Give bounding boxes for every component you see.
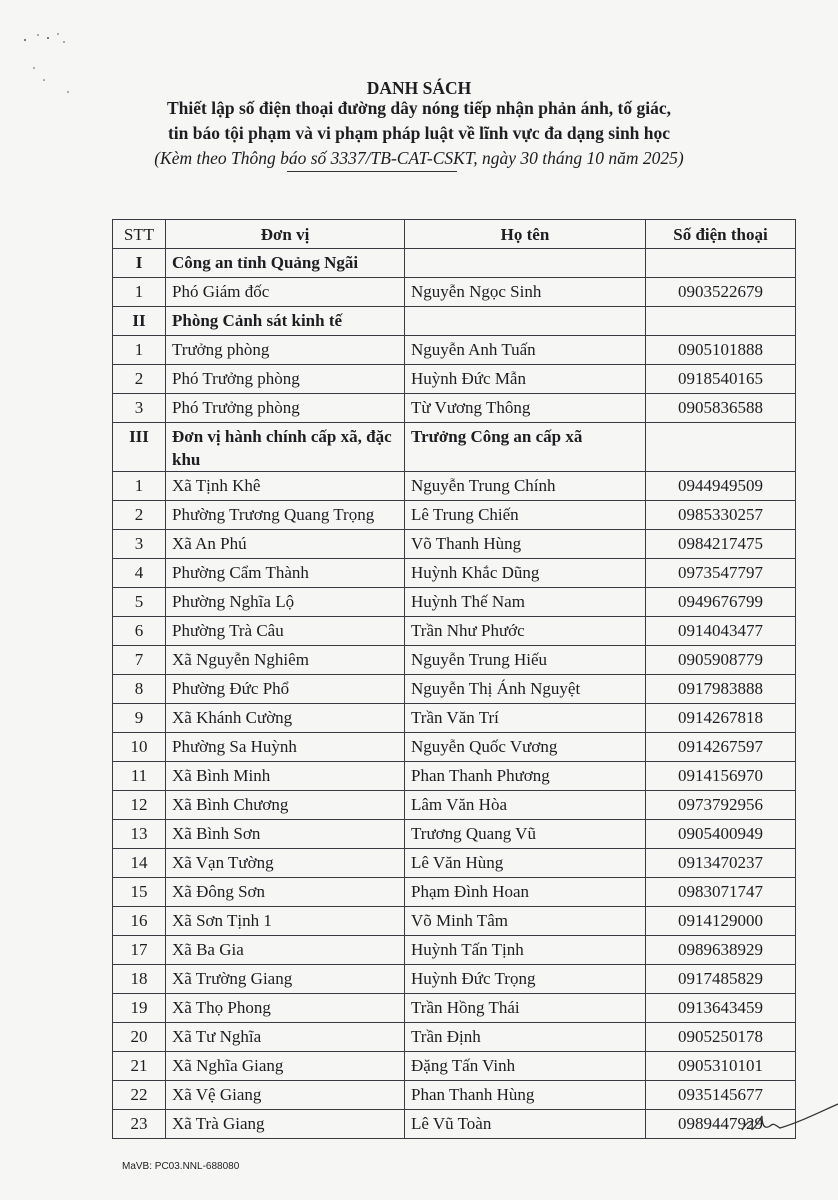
cell-phone bbox=[646, 307, 796, 336]
cell-stt: 2 bbox=[113, 365, 166, 394]
cell-name bbox=[405, 249, 646, 278]
cell-phone: 0985330257 bbox=[646, 501, 796, 530]
cell-unit: Xã Tư Nghĩa bbox=[166, 1023, 405, 1052]
cell-unit: Công an tỉnh Quảng Ngãi bbox=[166, 249, 405, 278]
table-row bbox=[113, 907, 796, 936]
cell-stt: III bbox=[113, 423, 166, 472]
section-row bbox=[113, 307, 796, 336]
cell-unit: Xã Vạn Tường bbox=[166, 849, 405, 878]
table-row bbox=[113, 878, 796, 907]
table-row bbox=[113, 733, 796, 762]
cell-name: Phan Thanh Phương bbox=[405, 762, 646, 791]
cell-stt: 6 bbox=[113, 617, 166, 646]
cell-stt: 2 bbox=[113, 501, 166, 530]
document-title: DANH SÁCH bbox=[366, 78, 472, 98]
table-row bbox=[113, 559, 796, 588]
cell-phone: 0905836588 bbox=[646, 394, 796, 423]
cell-name: Lê Văn Hùng bbox=[405, 849, 646, 878]
table-header-row bbox=[113, 220, 796, 249]
table-row bbox=[113, 994, 796, 1023]
cell-phone: 0989447929 bbox=[646, 1110, 796, 1139]
cell-unit: Phường Trà Câu bbox=[166, 617, 405, 646]
cell-unit: Phó Trưởng phòng bbox=[166, 394, 405, 423]
cell-phone: 0949676799 bbox=[646, 588, 796, 617]
document-reference: (Kèm theo Thông báo số 3337/TB-CAT-CSKT, ngày 30 tháng 10 năm 2025) bbox=[154, 148, 684, 168]
cell-stt: 1 bbox=[113, 278, 166, 307]
cell-name: Huỳnh Đức Mẫn bbox=[405, 365, 646, 394]
document-code: MaVB: PC03.NNL-688080 bbox=[122, 1161, 240, 1172]
cell-unit: Xã Bình Chương bbox=[166, 791, 405, 820]
cell-stt: 5 bbox=[113, 588, 166, 617]
cell-stt: 21 bbox=[113, 1052, 166, 1081]
hotline-table bbox=[112, 219, 796, 1139]
cell-name: Lê Trung Chiến bbox=[405, 501, 646, 530]
cell-name: Huỳnh Đức Trọng bbox=[405, 965, 646, 994]
table-row bbox=[113, 278, 796, 307]
cell-unit: Xã Khánh Cường bbox=[166, 704, 405, 733]
cell-phone bbox=[646, 423, 796, 472]
cell-stt: I bbox=[113, 249, 166, 278]
table-row bbox=[113, 704, 796, 733]
cell-name: Huỳnh Khắc Dũng bbox=[405, 559, 646, 588]
table-row bbox=[113, 472, 796, 501]
cell-stt: 19 bbox=[113, 994, 166, 1023]
cell-stt: 14 bbox=[113, 849, 166, 878]
table-row bbox=[113, 1023, 796, 1052]
table-row bbox=[113, 791, 796, 820]
cell-name: Nguyễn Ngọc Sinh bbox=[405, 278, 646, 307]
cell-name: Nguyễn Anh Tuấn bbox=[405, 336, 646, 365]
cell-phone: 0973792956 bbox=[646, 791, 796, 820]
table-row bbox=[113, 849, 796, 878]
cell-stt: 10 bbox=[113, 733, 166, 762]
cell-phone: 0914267818 bbox=[646, 704, 796, 733]
cell-unit: Xã Nguyễn Nghiêm bbox=[166, 646, 405, 675]
cell-name: Lâm Văn Hòa bbox=[405, 791, 646, 820]
section-row bbox=[113, 249, 796, 278]
cell-phone: 0905250178 bbox=[646, 1023, 796, 1052]
cell-stt: 8 bbox=[113, 675, 166, 704]
cell-phone: 0913643459 bbox=[646, 994, 796, 1023]
cell-unit: Xã Trường Giang bbox=[166, 965, 405, 994]
cell-unit: Phường Cẩm Thành bbox=[166, 559, 405, 588]
table-row bbox=[113, 1081, 796, 1110]
cell-unit: Xã Bình Minh bbox=[166, 762, 405, 791]
cell-stt: II bbox=[113, 307, 166, 336]
table-row bbox=[113, 675, 796, 704]
cell-phone: 0914129000 bbox=[646, 907, 796, 936]
cell-unit: Phường Trương Quang Trọng bbox=[166, 501, 405, 530]
table-row bbox=[113, 762, 796, 791]
cell-name: Võ Minh Tâm bbox=[405, 907, 646, 936]
cell-name: Huỳnh Tấn Tịnh bbox=[405, 936, 646, 965]
cell-phone bbox=[646, 249, 796, 278]
table-row bbox=[113, 530, 796, 559]
cell-name: Trần Văn Trí bbox=[405, 704, 646, 733]
cell-name: Huỳnh Thế Nam bbox=[405, 588, 646, 617]
cell-name: Trần Như Phước bbox=[405, 617, 646, 646]
cell-name bbox=[405, 307, 646, 336]
cell-stt: 1 bbox=[113, 472, 166, 501]
cell-phone: 0918540165 bbox=[646, 365, 796, 394]
cell-name: Nguyễn Thị Ánh Nguyệt bbox=[405, 675, 646, 704]
cell-stt: 23 bbox=[113, 1110, 166, 1139]
cell-unit: Xã Vệ Giang bbox=[166, 1081, 405, 1110]
cell-stt: 18 bbox=[113, 965, 166, 994]
cell-stt: 3 bbox=[113, 530, 166, 559]
table-row bbox=[113, 820, 796, 849]
cell-stt: 17 bbox=[113, 936, 166, 965]
header-stt: STT bbox=[113, 220, 166, 249]
cell-unit: Đơn vị hành chính cấp xã, đặc khu bbox=[166, 423, 405, 472]
cell-phone: 0914043477 bbox=[646, 617, 796, 646]
cell-phone: 0989638929 bbox=[646, 936, 796, 965]
cell-phone: 0917485829 bbox=[646, 965, 796, 994]
cell-unit: Xã Thọ Phong bbox=[166, 994, 405, 1023]
cell-name: Nguyễn Trung Hiếu bbox=[405, 646, 646, 675]
cell-unit: Phường Sa Huỳnh bbox=[166, 733, 405, 762]
cell-phone: 0913470237 bbox=[646, 849, 796, 878]
table-row bbox=[113, 936, 796, 965]
table-row bbox=[113, 501, 796, 530]
cell-name: Phạm Đình Hoan bbox=[405, 878, 646, 907]
cell-phone: 0905101888 bbox=[646, 336, 796, 365]
cell-stt: 13 bbox=[113, 820, 166, 849]
cell-name: Trương Quang Vũ bbox=[405, 820, 646, 849]
cell-stt: 15 bbox=[113, 878, 166, 907]
cell-stt: 16 bbox=[113, 907, 166, 936]
section-row bbox=[113, 423, 796, 472]
cell-phone: 0903522679 bbox=[646, 278, 796, 307]
cell-unit: Xã Trà Giang bbox=[166, 1110, 405, 1139]
cell-stt: 20 bbox=[113, 1023, 166, 1052]
cell-name: Đặng Tấn Vinh bbox=[405, 1052, 646, 1081]
cell-unit: Xã Ba Gia bbox=[166, 936, 405, 965]
cell-unit: Xã Sơn Tịnh 1 bbox=[166, 907, 405, 936]
cell-phone: 0905310101 bbox=[646, 1052, 796, 1081]
cell-unit: Xã Tịnh Khê bbox=[166, 472, 405, 501]
cell-unit: Phường Nghĩa Lộ bbox=[166, 588, 405, 617]
document-subtitle-line1: Thiết lập số điện thoại đường dây nóng tiếp nhận phản ánh, tố giác, bbox=[166, 98, 672, 118]
cell-phone: 0914267597 bbox=[646, 733, 796, 762]
cell-name: Nguyễn Trung Chính bbox=[405, 472, 646, 501]
cell-phone: 0973547797 bbox=[646, 559, 796, 588]
table-row bbox=[113, 965, 796, 994]
cell-stt: 12 bbox=[113, 791, 166, 820]
cell-stt: 7 bbox=[113, 646, 166, 675]
cell-phone: 0984217475 bbox=[646, 530, 796, 559]
document-subtitle-line2: tin báo tội phạm và vi phạm pháp luật về lĩnh vực đa dạng sinh học bbox=[167, 123, 671, 143]
cell-name: Võ Thanh Hùng bbox=[405, 530, 646, 559]
cell-name: Lê Vũ Toàn bbox=[405, 1110, 646, 1139]
cell-name: Nguyễn Quốc Vương bbox=[405, 733, 646, 762]
table-row bbox=[113, 1110, 796, 1139]
cell-unit: Xã Bình Sơn bbox=[166, 820, 405, 849]
cell-name: Trần Định bbox=[405, 1023, 646, 1052]
cell-unit: Xã Nghĩa Giang bbox=[166, 1052, 405, 1081]
cell-phone: 0944949509 bbox=[646, 472, 796, 501]
cell-name: Trưởng Công an cấp xã bbox=[405, 423, 646, 472]
cell-unit: Phòng Cảnh sát kinh tế bbox=[166, 307, 405, 336]
cell-unit: Trưởng phòng bbox=[166, 336, 405, 365]
table-row bbox=[113, 336, 796, 365]
cell-phone: 0905400949 bbox=[646, 820, 796, 849]
cell-name: Phan Thanh Hùng bbox=[405, 1081, 646, 1110]
cell-stt: 1 bbox=[113, 336, 166, 365]
cell-unit: Phường Đức Phổ bbox=[166, 675, 405, 704]
cell-unit: Phó Giám đốc bbox=[166, 278, 405, 307]
cell-stt: 9 bbox=[113, 704, 166, 733]
cell-stt: 3 bbox=[113, 394, 166, 423]
cell-name: Từ Vương Thông bbox=[405, 394, 646, 423]
cell-phone: 0983071747 bbox=[646, 878, 796, 907]
signature bbox=[740, 1090, 838, 1140]
cell-stt: 4 bbox=[113, 559, 166, 588]
cell-unit: Xã Đông Sơn bbox=[166, 878, 405, 907]
cell-unit: Xã An Phú bbox=[166, 530, 405, 559]
header-phone: Số điện thoại bbox=[646, 220, 796, 249]
reference-underline bbox=[287, 171, 457, 172]
cell-phone: 0914156970 bbox=[646, 762, 796, 791]
cell-name: Trần Hồng Thái bbox=[405, 994, 646, 1023]
header-unit: Đơn vị bbox=[166, 220, 405, 249]
table-row bbox=[113, 1052, 796, 1081]
cell-unit: Phó Trưởng phòng bbox=[166, 365, 405, 394]
table-row bbox=[113, 646, 796, 675]
table-row bbox=[113, 365, 796, 394]
cell-phone: 0935145677 bbox=[646, 1081, 796, 1110]
table-row bbox=[113, 588, 796, 617]
header-name: Họ tên bbox=[405, 220, 646, 249]
cell-phone: 0905908779 bbox=[646, 646, 796, 675]
cell-phone: 0917983888 bbox=[646, 675, 796, 704]
cell-stt: 22 bbox=[113, 1081, 166, 1110]
cell-stt: 11 bbox=[113, 762, 166, 791]
table-row bbox=[113, 394, 796, 423]
table-row bbox=[113, 617, 796, 646]
